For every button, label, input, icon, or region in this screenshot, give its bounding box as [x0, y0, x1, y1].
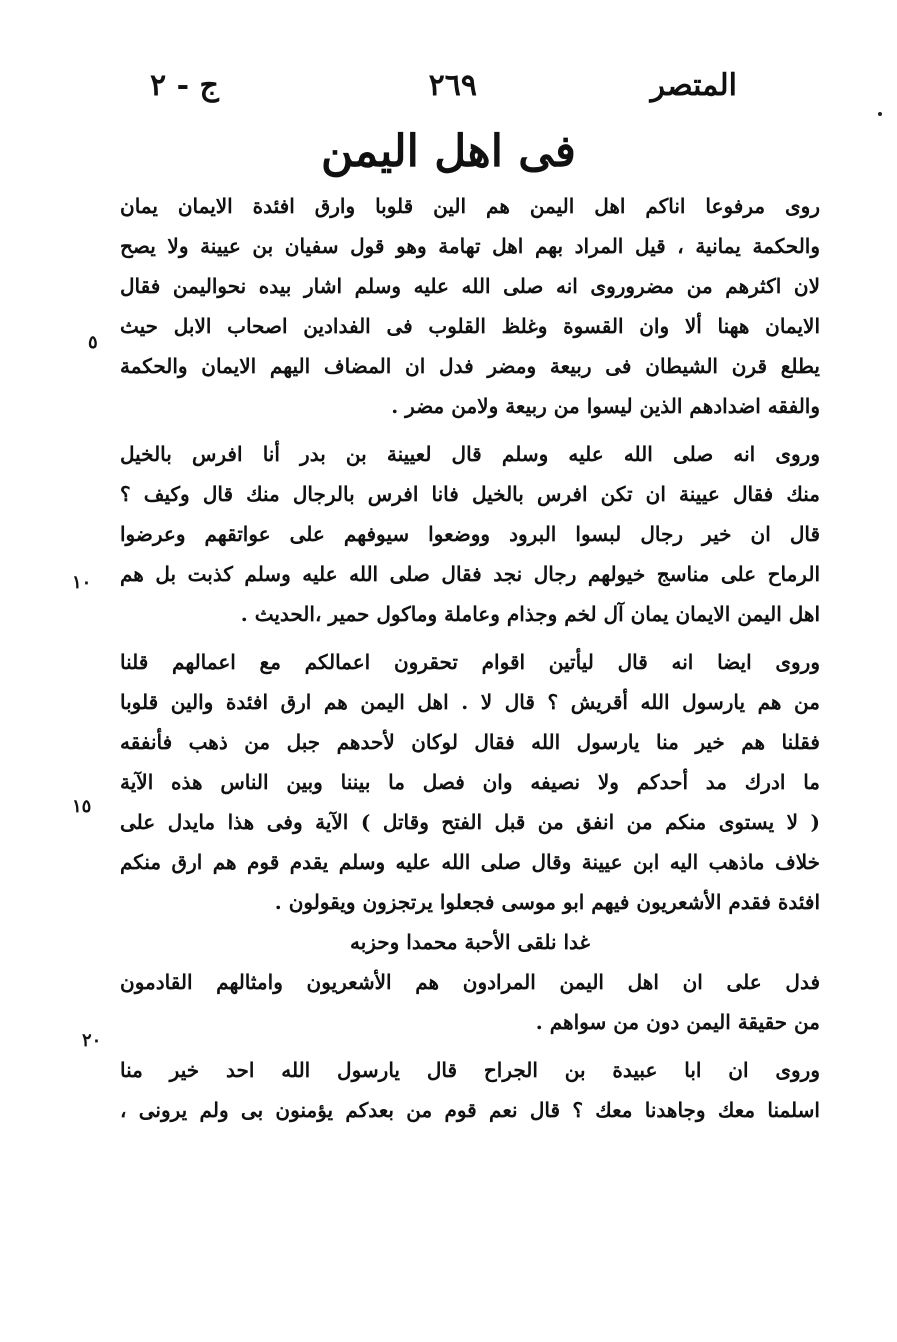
line-number-20: ٢٠ [82, 1030, 102, 1051]
text-line: افئدة فقدم الأشعريون فيهم ابو موسى فجعلوا يرتجزون ويقولون . [274, 890, 820, 914]
text-line: والحكمة يمانية ، قيل المراد بهم اهل تهامة وهو قول سفيان بن عيينة ولا يصح [120, 234, 820, 258]
text-line: ( لا يستوى منكم من انفق من قبل الفتح وقاتل ) الآية وفى هذا مايدل على [120, 810, 820, 834]
text-line: اسلمنا معك وجاهدنا معك ؟ قال نعم قوم من بعدكم يؤمنون بى ولم يرونى ، [120, 1098, 820, 1122]
line-number-10: ١٠ [72, 572, 92, 593]
text-line: وروى ايضا انه قال ليأتين اقوام تحقرون اعمالكم مع اعمالهم قلنا [120, 650, 820, 674]
text-line: فقلنا هم خير منا يارسول الله فقال لوكان لأحدهم جبل من ذهب فأنفقه [120, 730, 820, 754]
scan-speck [878, 112, 882, 116]
text-line: من حقيقة اليمن دون من سواهم . [535, 1010, 820, 1034]
text-line: اهل اليمن الايمان يمان آل لخم وجذام وعاملة وماكول حمير ،الحديث . [240, 602, 820, 626]
page-header [0, 68, 897, 118]
text-line: وروى ان ابا عبيدة بن الجراح قال يارسول الله احد خير منا [120, 1058, 820, 1082]
text-line: ما ادرك مد أحدكم ولا نصيفه وان فصل ما بيننا وبين الناس هذه الآية [120, 770, 820, 794]
text-line: خلاف ماذهب اليه ابن عيينة وقال صلى الله عليه وسلم يقدم قوم هم ارق منكم [120, 850, 820, 874]
text-line: من هم يارسول الله أقريش ؟ قال لا . اهل اليمن هم ارق افئدة والين قلوبا [120, 690, 820, 714]
line-number-15: ١٥ [72, 796, 92, 817]
section-title: فى اهل اليمن [321, 126, 576, 177]
page-number: ٢٦٩ [428, 68, 477, 103]
text-line: والفقه اضدادهم الذين ليسوا من ربيعة ولامن مضر . [391, 394, 820, 418]
text-line: روى مرفوعا اناكم اهل اليمن هم الين قلوبا وارق افئدة الايمان يمان [120, 194, 820, 218]
text-line: وروى انه صلى الله عليه وسلم قال لعيينة بن بدر أنا افرس بالخيل [120, 442, 820, 466]
text-line: منك فقال عيينة ان تكن افرس بالخيل فانا افرس بالرجال منك قال وكيف ؟ [120, 482, 820, 506]
text-line: الايمان ههنا ألا وان القسوة وغلظ القلوب فى الفدادين اصحاب الابل حيث [120, 314, 820, 338]
text-line: قال ان خير رجال لبسوا البرود ووضعوا سيوفهم على عواتقهم وعرضوا [120, 522, 820, 546]
verse-line: غدا نلقى الأحبة محمدا وحزبه [349, 930, 590, 954]
text-line: يطلع قرن الشيطان فى ربيعة ومضر فدل ان المضاف اليهم الايمان والحكمة [120, 354, 820, 378]
volume-label: ج - ٢ [150, 68, 219, 103]
text-line: لان اكثرهم من مضروروى انه صلى الله عليه وسلم اشار بيده نحواليمن فقال [120, 274, 820, 298]
line-number-5: ٥ [88, 332, 98, 353]
running-head: المتصر [650, 68, 737, 103]
text-line: الرماح على مناسج خيولهم رجال نجد فقال صلى الله عليه وسلم كذبت بل هم [120, 562, 820, 586]
body-text [120, 186, 820, 1130]
text-line: فدل على ان اهل اليمن المرادون هم الأشعريون وامثالهم القادمون [120, 970, 820, 994]
